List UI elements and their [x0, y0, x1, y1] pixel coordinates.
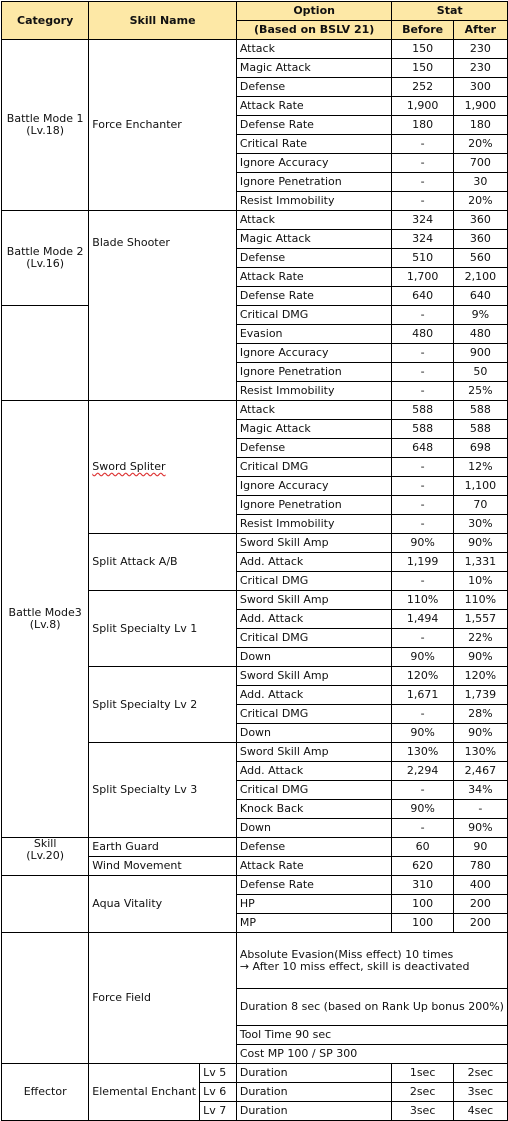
after-cell: 22% [453, 629, 507, 648]
after-cell: 588 [453, 401, 507, 420]
after-cell: 1,100 [453, 477, 507, 496]
category-skill [2, 838, 89, 876]
option-cell: Critical DMG [236, 572, 392, 591]
header-before: Before [392, 21, 453, 40]
force-field-tool-time: Tool Time 90 sec [236, 1026, 507, 1045]
before-cell: - [392, 306, 453, 325]
force-field-row [2, 933, 508, 989]
category-label: Battle Mode3 [8, 606, 82, 619]
skill-name-label: Force Enchanter [92, 118, 182, 131]
after-cell: 698 [453, 439, 507, 458]
force-field-cost: Cost MP 100 / SP 300 [236, 1045, 507, 1064]
category-label: (Lv.8) [29, 618, 61, 631]
category-label: Battle Mode 1 [6, 112, 84, 125]
before-cell: - [392, 382, 453, 401]
after-cell: 230 [453, 59, 507, 78]
category-effector: Effector [2, 1064, 89, 1121]
after-cell: 4sec [453, 1102, 507, 1121]
before-cell: - [392, 515, 453, 534]
skill-name-label: Sword Spliter [92, 460, 166, 473]
after-cell: 400 [453, 876, 507, 895]
option-cell: Magic Attack [236, 59, 392, 78]
before-cell: 90% [392, 800, 453, 819]
after-cell: 90% [453, 534, 507, 553]
option-cell: Duration [236, 1083, 392, 1102]
after-cell: 1,739 [453, 686, 507, 705]
option-cell: Knock Back [236, 800, 392, 819]
force-field-description [236, 933, 507, 989]
category-label: (Lv.20) [26, 849, 65, 862]
after-cell: 480 [453, 325, 507, 344]
option-cell: Add. Attack [236, 610, 392, 629]
header-option: Option [236, 2, 392, 21]
option-cell: Defense [236, 838, 392, 857]
option-cell: Critical DMG [236, 458, 392, 477]
option-cell: Attack Rate [236, 97, 392, 116]
before-cell: 324 [392, 211, 453, 230]
skill-stat-table [1, 1, 508, 1121]
after-cell: 640 [453, 287, 507, 306]
option-cell: Ignore Penetration [236, 363, 392, 382]
after-cell: 780 [453, 857, 507, 876]
after-cell: 70 [453, 496, 507, 515]
option-cell: Magic Attack [236, 420, 392, 439]
skill-split-specialty-2 [89, 667, 237, 743]
category-skill-cont [2, 876, 89, 933]
after-cell: 560 [453, 249, 507, 268]
header-row [2, 2, 508, 21]
category-label: (Lv.16) [26, 257, 65, 270]
before-cell: - [392, 705, 453, 724]
before-cell: 510 [392, 249, 453, 268]
before-cell: - [392, 781, 453, 800]
option-cell: Duration [236, 1064, 392, 1083]
after-cell: 120% [453, 667, 507, 686]
after-cell: 700 [453, 154, 507, 173]
after-cell: 10% [453, 572, 507, 591]
skill-force-field [89, 933, 237, 1064]
after-cell: 90% [453, 724, 507, 743]
before-cell: 90% [392, 534, 453, 553]
option-cell: Sword Skill Amp [236, 534, 392, 553]
option-cell: Ignore Accuracy [236, 344, 392, 363]
category-skill-cont-2 [2, 933, 89, 1064]
after-cell: 9% [453, 306, 507, 325]
before-cell: - [392, 154, 453, 173]
before-cell: 310 [392, 876, 453, 895]
before-cell: 1,900 [392, 97, 453, 116]
header-option-sub: (Based on BSLV 21) [236, 21, 392, 40]
before-cell: - [392, 629, 453, 648]
option-cell: Down [236, 819, 392, 838]
skill-earth-guard [89, 838, 237, 857]
before-cell: 588 [392, 420, 453, 439]
category-battle-mode-2-cont [2, 306, 89, 401]
after-cell: 1,331 [453, 553, 507, 572]
option-cell: Ignore Accuracy [236, 154, 392, 173]
option-cell: Duration [236, 1102, 392, 1121]
before-cell: 640 [392, 287, 453, 306]
option-cell: Defense Rate [236, 876, 392, 895]
table-row [2, 838, 508, 857]
after-cell: 30% [453, 515, 507, 534]
option-cell: Critical DMG [236, 705, 392, 724]
skill-name-label: Force Field [92, 991, 151, 1004]
after-cell: 230 [453, 40, 507, 59]
option-cell: Resist Immobility [236, 382, 392, 401]
option-cell: Defense Rate [236, 116, 392, 135]
before-cell: 1,671 [392, 686, 453, 705]
option-cell: Resist Immobility [236, 515, 392, 534]
after-cell: 90% [453, 648, 507, 667]
skill-name-label: Aqua Vitality [92, 897, 163, 910]
table-row [2, 401, 508, 420]
option-cell: Sword Skill Amp [236, 667, 392, 686]
option-cell: HP [236, 895, 392, 914]
skill-name-label: Blade Shooter [92, 236, 170, 249]
option-cell: Ignore Accuracy [236, 477, 392, 496]
header-after: After [453, 21, 507, 40]
before-cell: - [392, 192, 453, 211]
option-cell: Add. Attack [236, 553, 392, 572]
after-cell: 110% [453, 591, 507, 610]
header-category: Category [2, 2, 89, 40]
before-cell: - [392, 135, 453, 154]
option-cell: Down [236, 724, 392, 743]
table-row [2, 306, 508, 325]
option-cell: Defense [236, 439, 392, 458]
level-cell: Lv 7 [200, 1102, 237, 1121]
before-cell: 480 [392, 325, 453, 344]
after-cell: 200 [453, 895, 507, 914]
option-cell: Attack Rate [236, 857, 392, 876]
level-cell: Lv 6 [200, 1083, 237, 1102]
option-cell: Critical DMG [236, 306, 392, 325]
before-cell: 150 [392, 40, 453, 59]
after-cell: 588 [453, 420, 507, 439]
table-row [2, 876, 508, 895]
option-cell: Down [236, 648, 392, 667]
option-cell: Resist Immobility [236, 192, 392, 211]
option-cell: Sword Skill Amp [236, 591, 392, 610]
after-cell: 300 [453, 78, 507, 97]
before-cell: 110% [392, 591, 453, 610]
before-cell: - [392, 572, 453, 591]
option-cell: Ignore Penetration [236, 173, 392, 192]
after-cell: 130% [453, 743, 507, 762]
after-cell: 2,100 [453, 268, 507, 287]
after-cell: 34% [453, 781, 507, 800]
header-skill-name: Skill Name [89, 2, 237, 40]
after-cell: 360 [453, 230, 507, 249]
option-cell: Evasion [236, 325, 392, 344]
before-cell: - [392, 496, 453, 515]
force-field-line-1: Absolute Evasion(Miss effect) 10 times [239, 947, 454, 961]
category-label: Skill [33, 837, 57, 850]
skill-name-label: Split Attack A/B [92, 555, 178, 568]
after-cell: 12% [453, 458, 507, 477]
skill-name-label: Split Specialty Lv 3 [92, 783, 198, 796]
skill-sword-spliter [89, 401, 237, 534]
force-field-line-2: → After 10 miss effect, skill is deactivated [239, 959, 470, 973]
before-cell: 620 [392, 857, 453, 876]
before-cell: 100 [392, 895, 453, 914]
option-cell: Defense [236, 249, 392, 268]
force-field-duration: Duration 8 sec (based on Rank Up bonus 200%) [236, 989, 507, 1026]
option-cell: Add. Attack [236, 762, 392, 781]
skill-name-label: Wind Movement [92, 859, 182, 872]
before-cell: - [392, 458, 453, 477]
after-cell: 20% [453, 192, 507, 211]
before-cell: 1sec [392, 1064, 453, 1083]
before-cell: - [392, 477, 453, 496]
after-cell: 30 [453, 173, 507, 192]
before-cell: - [392, 173, 453, 192]
after-cell: 28% [453, 705, 507, 724]
option-cell: Add. Attack [236, 686, 392, 705]
before-cell: 120% [392, 667, 453, 686]
after-cell: 2,467 [453, 762, 507, 781]
before-cell: 648 [392, 439, 453, 458]
option-cell: Attack Rate [236, 268, 392, 287]
skill-aqua-vitality [89, 876, 237, 933]
before-cell: 130% [392, 743, 453, 762]
skill-split-specialty-1 [89, 591, 237, 667]
before-cell: - [392, 819, 453, 838]
before-cell: 100 [392, 914, 453, 933]
option-cell: Critical DMG [236, 781, 392, 800]
after-cell: 1,557 [453, 610, 507, 629]
category-battle-mode-2 [2, 211, 89, 306]
after-cell: 20% [453, 135, 507, 154]
after-cell: 3sec [453, 1083, 507, 1102]
option-cell: Attack [236, 211, 392, 230]
before-cell: 1,700 [392, 268, 453, 287]
after-cell: 90 [453, 838, 507, 857]
option-cell: Critical DMG [236, 629, 392, 648]
after-cell: 2sec [453, 1064, 507, 1083]
skill-split-specialty-3 [89, 743, 237, 838]
skill-name-label: Split Specialty Lv 1 [92, 621, 198, 635]
before-cell: 3sec [392, 1102, 453, 1121]
skill-elemental-enchant: Elemental Enchant [89, 1064, 200, 1121]
option-cell: Attack [236, 40, 392, 59]
option-cell: Defense [236, 78, 392, 97]
option-cell: Critical Rate [236, 135, 392, 154]
after-cell: 1,900 [453, 97, 507, 116]
before-cell: 60 [392, 838, 453, 857]
after-cell: 180 [453, 116, 507, 135]
category-battle-mode-3 [2, 401, 89, 838]
after-cell: 25% [453, 382, 507, 401]
before-cell: 150 [392, 59, 453, 78]
before-cell: 180 [392, 116, 453, 135]
after-cell: 200 [453, 914, 507, 933]
after-cell: 90% [453, 819, 507, 838]
before-cell: 90% [392, 648, 453, 667]
category-battle-mode-1 [2, 40, 89, 211]
before-cell: 1,199 [392, 553, 453, 572]
skill-name-label: Earth Guard [92, 840, 159, 853]
before-cell: 2sec [392, 1083, 453, 1102]
category-label: (Lv.18) [26, 124, 65, 137]
skill-force-enchanter [89, 40, 237, 211]
after-cell: 900 [453, 344, 507, 363]
skill-name-label: Split Specialty Lv 2 [92, 697, 198, 711]
skill-wind-movement [89, 857, 237, 876]
before-cell: 1,494 [392, 610, 453, 629]
before-cell: 324 [392, 230, 453, 249]
before-cell: - [392, 344, 453, 363]
level-cell: Lv 5 [200, 1064, 237, 1083]
option-cell: MP [236, 914, 392, 933]
before-cell: 252 [392, 78, 453, 97]
table-row [2, 1064, 508, 1083]
before-cell: 90% [392, 724, 453, 743]
after-cell: 360 [453, 211, 507, 230]
option-cell: Magic Attack [236, 230, 392, 249]
after-cell: - [453, 800, 507, 819]
before-cell: - [392, 363, 453, 382]
after-cell: 50 [453, 363, 507, 382]
table-row [2, 211, 508, 230]
skill-split-attack [89, 534, 237, 591]
table-row [2, 40, 508, 59]
before-cell: 588 [392, 401, 453, 420]
option-cell: Ignore Penetration [236, 496, 392, 515]
before-cell: 2,294 [392, 762, 453, 781]
category-label: Battle Mode 2 [6, 245, 84, 258]
option-cell: Defense Rate [236, 287, 392, 306]
option-cell: Attack [236, 401, 392, 420]
header-stat: Stat [392, 2, 508, 21]
option-cell: Sword Skill Amp [236, 743, 392, 762]
skill-blade-shooter [89, 211, 237, 401]
